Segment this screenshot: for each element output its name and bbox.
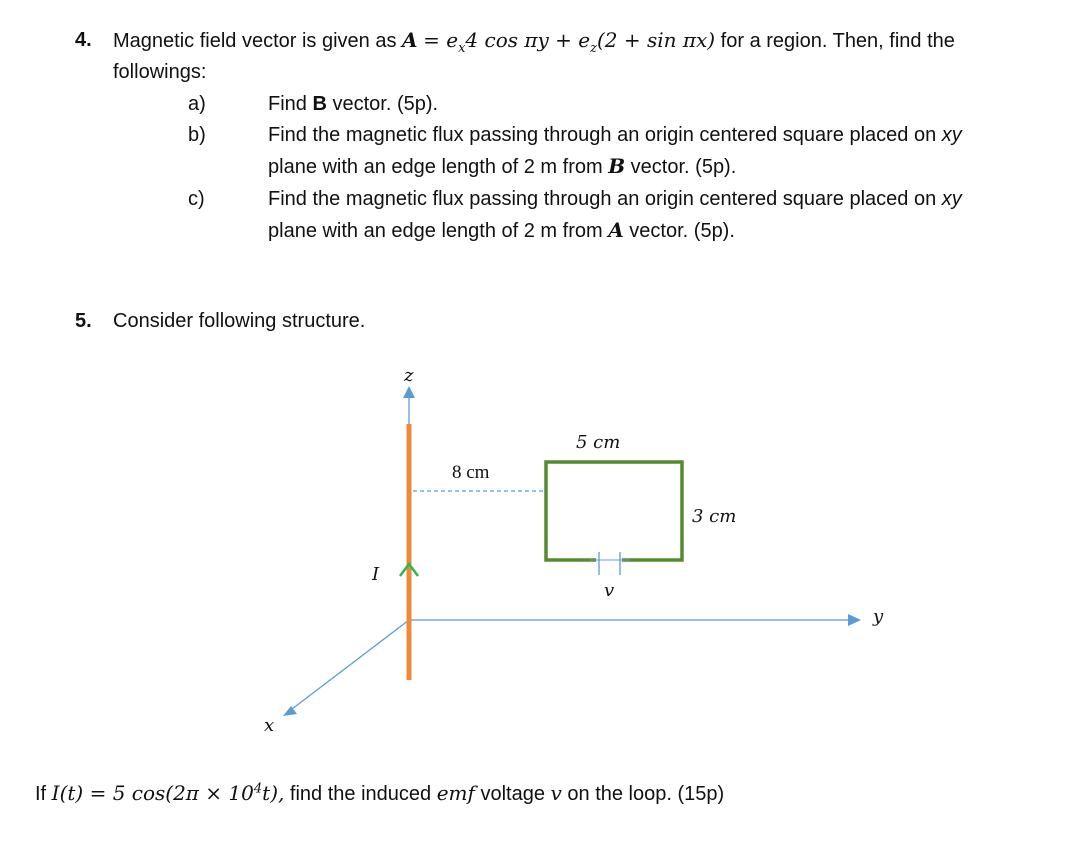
voltage-label: v bbox=[604, 580, 615, 601]
q4-intro-post: for a region. Then, find the bbox=[720, 30, 955, 52]
z-axis-label: z bbox=[404, 365, 414, 386]
part-a-label: a) bbox=[188, 93, 206, 115]
q4-intro: Magnetic field vector is given as bbox=[113, 30, 397, 52]
part-c-line-2: plane with an edge length of 2 m from A vector. (5p). bbox=[268, 218, 735, 242]
part-b-line-1: Find the magnetic flux passing through an origin centered square placed on xy bbox=[268, 124, 962, 146]
current-equation: I(t) = 5 $\cos(2\pi \times 10^4t)$, bbox=[51, 781, 285, 805]
vector-a-symbol: A bbox=[402, 28, 418, 52]
question-4-number: 4. bbox=[75, 29, 92, 51]
q4-equation: = $e_x4$ $\cos \pi y + e_z(2 + \sin \pi x)$ bbox=[423, 28, 716, 56]
part-a-text: Find B vector. (5p). bbox=[268, 93, 439, 115]
z-axis-arrowhead bbox=[403, 386, 415, 398]
distance-label: 8 cm bbox=[452, 462, 490, 483]
y-axis-label: y bbox=[873, 606, 884, 627]
question-5-prompt: If I(t) = 5 $\cos(2\pi \times 10^4t)$, find the induced emf voltage v on the loop. (15p) bbox=[35, 781, 725, 805]
part-c-label: c) bbox=[188, 188, 205, 210]
y-axis-arrowhead bbox=[848, 614, 861, 626]
rectangular-loop bbox=[546, 462, 682, 560]
x-axis-label: x bbox=[264, 715, 275, 736]
x-axis bbox=[292, 620, 409, 709]
part-b-label: b) bbox=[188, 124, 206, 146]
part-b-line-2: plane with an edge length of 2 m from B vector. (5p). bbox=[268, 154, 737, 178]
question-5-number: 5. bbox=[75, 310, 92, 332]
loop-height-label: 3 cm bbox=[692, 506, 737, 527]
question-4-line-2: followings: bbox=[113, 61, 207, 83]
part-c-line-1: Find the magnetic flux passing through an origin centered square placed on xy bbox=[268, 188, 962, 210]
question-5-text: Consider following structure. bbox=[113, 310, 366, 332]
current-label: I bbox=[372, 564, 380, 585]
loop-width-label: 5 cm bbox=[576, 432, 621, 453]
